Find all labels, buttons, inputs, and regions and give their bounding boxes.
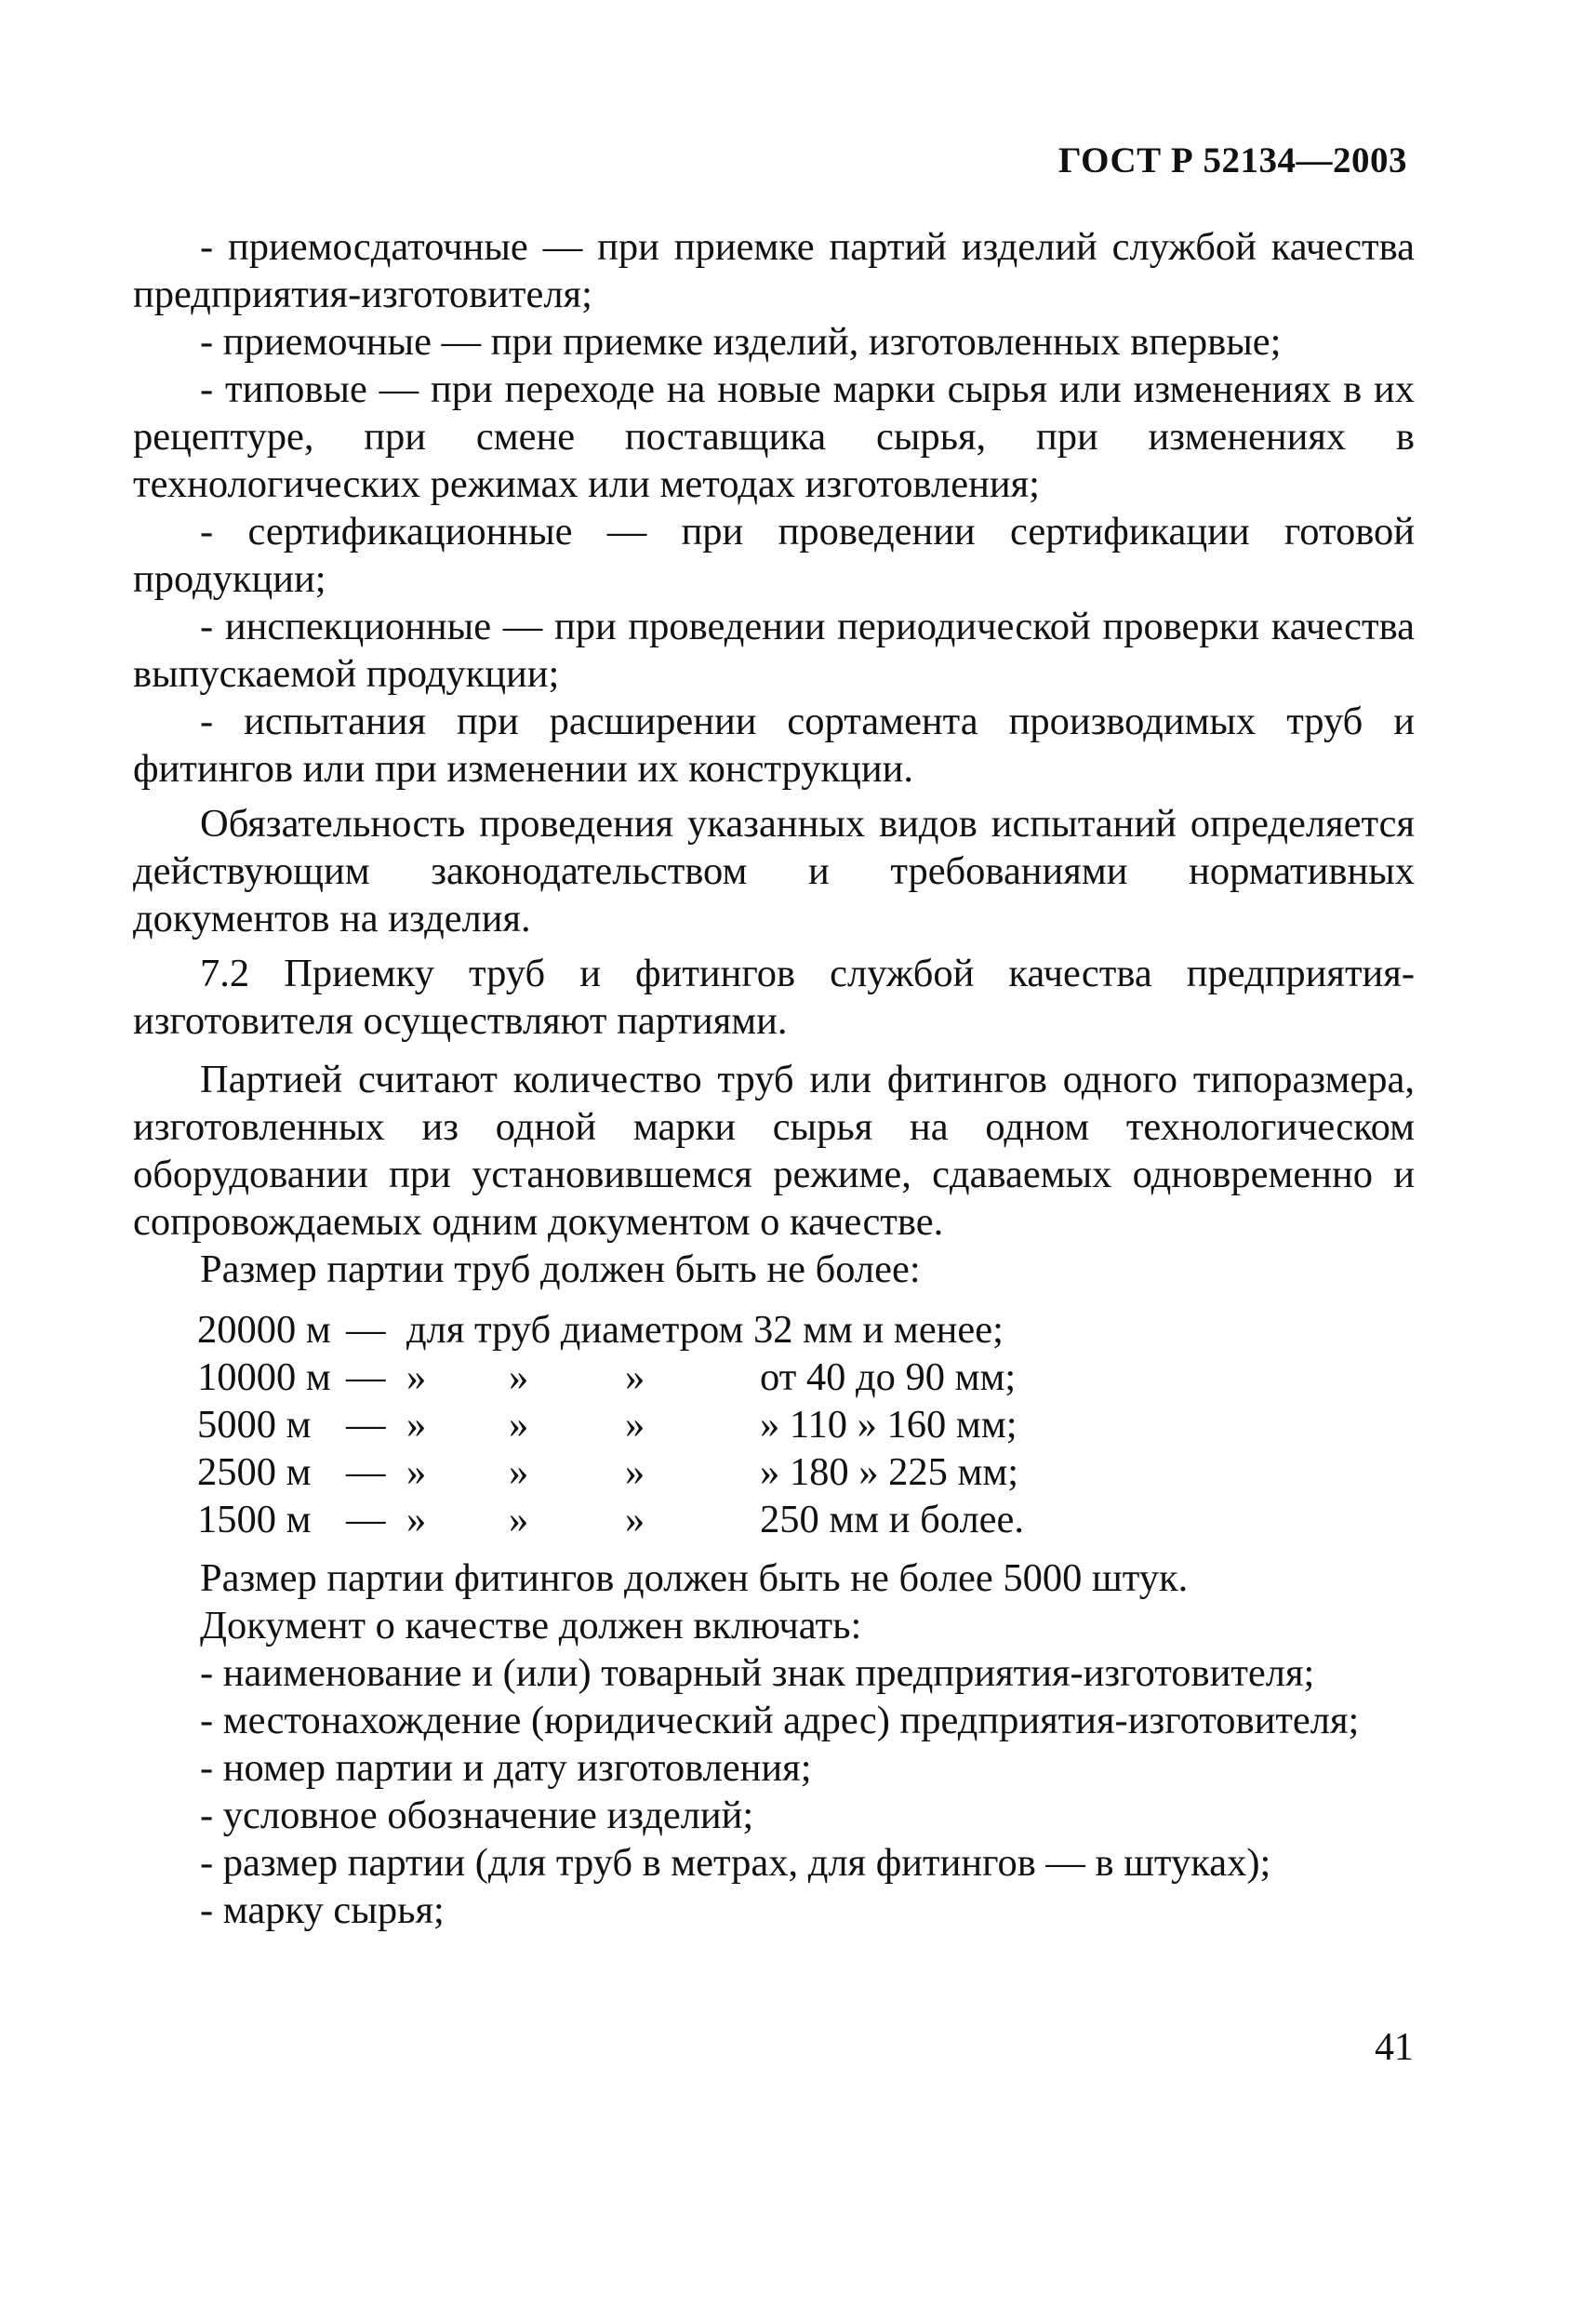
list-item: - номер партии и дату изготовления; <box>200 1746 812 1790</box>
table-row <box>197 1496 1024 1543</box>
lot-dash: — <box>346 1308 386 1352</box>
lot-diameter-range: » 110 » 160 мм; <box>760 1403 1017 1447</box>
paragraph-obligation: Обязательность проведения указанных видов испытаний определяется действующим законодательством и требованиями нормативных документов на изделия. <box>133 802 1415 940</box>
list-item: - инспекционные — при проведении периодической проверки качества выпускаемой продукции; <box>133 605 1415 696</box>
ditto-mark: » <box>509 1498 529 1541</box>
list-item: - условное обозначение изделий; <box>200 1794 754 1837</box>
ditto-mark: » <box>625 1498 645 1541</box>
lot-length: 2500 м <box>197 1450 312 1494</box>
ditto-mark: » <box>509 1450 529 1494</box>
list-item: - марку сырья; <box>200 1888 445 1932</box>
table-row <box>197 1401 1024 1448</box>
paragraph-clause-7-2: 7.2 Приемку труб и фитингов службой качества предприятия-изготовителя осуществляют партиями. <box>133 952 1415 1043</box>
list-item: - наименование и (или) товарный знак предприятия-изготовителя; <box>200 1651 1315 1695</box>
lot-diameter-range: 250 мм и более. <box>760 1498 1025 1541</box>
document-code: ГОСТ Р 52134—2003 <box>1057 140 1407 180</box>
paragraph-doc-intro: Документ о качестве должен включать: <box>200 1604 862 1647</box>
ditto-mark: » <box>406 1355 427 1399</box>
lot-length: 20000 м <box>197 1308 331 1352</box>
lot-dash: — <box>346 1355 386 1399</box>
lot-size-table <box>197 1306 1024 1543</box>
list-item: - размер партии (для труб в метрах, для фитингов — в штуках); <box>200 1841 1271 1885</box>
lot-description: для труб диаметром 32 мм и менее; <box>406 1308 1004 1352</box>
lot-length: 5000 м <box>197 1403 312 1447</box>
lot-dash: — <box>346 1498 386 1541</box>
page-number: 41 <box>1375 2026 1414 2069</box>
ditto-mark: » <box>406 1450 427 1494</box>
document-body <box>133 223 1415 1934</box>
lot-dash: — <box>346 1450 386 1494</box>
list-item: - приемочные — при приемке изделий, изготовленных впервые; <box>200 320 1282 364</box>
ditto-mark: » <box>625 1450 645 1494</box>
list-item: - сертификационные — при проведении сертификации готовой продукции; <box>133 510 1415 601</box>
list-item: - типовые — при переходе на новые марки сырья или изменениях в их рецептуре, при смене поставщика сырья, при изменениях в технологических режимах или методах изготовления; <box>133 367 1415 506</box>
paragraph-lot-definition: Партией считают количество труб или фитингов одного типоразмера, изготовленных из одной марки сырья на одном технологическом оборудовании при установившемся режиме, сдаваемых одновременно и сопровождаемых одним документом о качестве. <box>133 1058 1415 1244</box>
list-item: - местонахождение (юридический адрес) предприятия-изготовителя; <box>200 1699 1360 1742</box>
ditto-mark: » <box>406 1403 427 1447</box>
lot-diameter-range: от 40 до 90 мм; <box>760 1355 1017 1399</box>
table-row <box>197 1448 1024 1496</box>
lot-length: 10000 м <box>197 1355 331 1399</box>
ditto-mark: » <box>625 1403 645 1447</box>
ditto-mark: » <box>509 1403 529 1447</box>
lot-dash: — <box>346 1403 386 1447</box>
lot-diameter-range: » 180 » 225 мм; <box>760 1450 1019 1494</box>
paragraph-fitting-lot: Размер партии фитингов должен быть не более 5000 штук. <box>200 1556 1189 1600</box>
list-item: - приемосдаточные — при приемке партий изделий службой качества предприятия-изготовителя; <box>133 225 1415 316</box>
ditto-mark: » <box>406 1498 427 1541</box>
table-row <box>197 1354 1024 1401</box>
ditto-mark: » <box>625 1355 645 1399</box>
lot-length: 1500 м <box>197 1498 312 1541</box>
table-row <box>197 1306 1024 1354</box>
paragraph-pipe-lot-intro: Размер партии труб должен быть не более: <box>200 1247 921 1291</box>
ditto-mark: » <box>509 1355 529 1399</box>
list-item: - испытания при расширении сортамента производимых труб и фитингов или при изменении их конструкции. <box>133 700 1415 791</box>
